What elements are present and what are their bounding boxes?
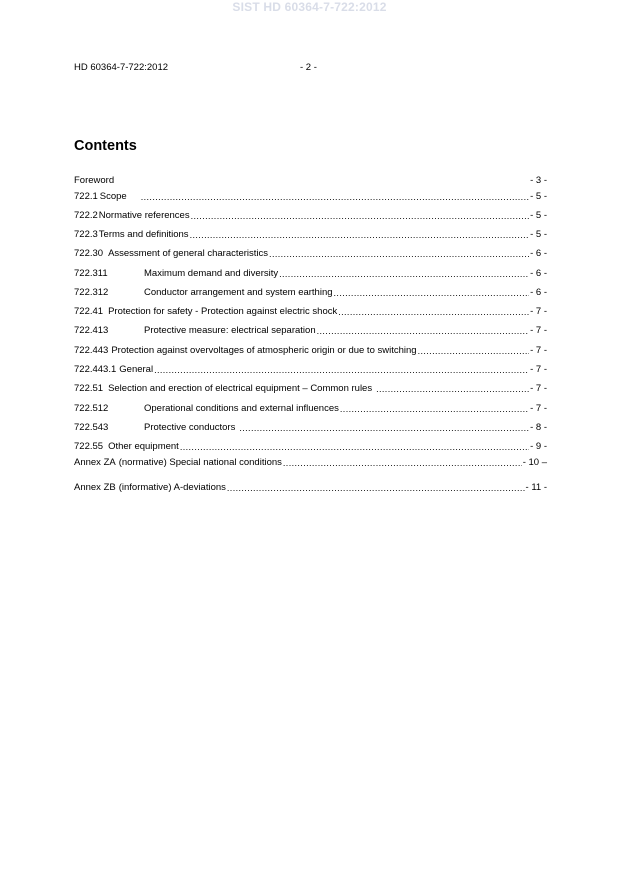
toc-leader xyxy=(154,364,529,376)
toc-entry-number: 722.30 xyxy=(74,248,104,259)
toc-leader xyxy=(317,325,530,337)
toc-entry-page: - 10 – xyxy=(522,457,547,468)
toc-entry-number: 722.512 xyxy=(74,403,109,414)
toc-entry-number: 722.311 xyxy=(74,268,108,279)
toc-leader xyxy=(227,482,525,494)
toc-entry-page: - 6 - xyxy=(530,248,547,259)
toc-entry-title: Other equipment xyxy=(108,441,179,452)
toc-entry-title: Scope xyxy=(99,191,127,202)
toc-leader xyxy=(283,457,522,469)
toc-leader xyxy=(338,306,529,318)
toc-entry-page: - 9 - xyxy=(530,441,547,452)
toc-entry-number: 722.413 xyxy=(74,325,109,336)
toc-leader xyxy=(191,210,530,222)
contents-heading: Contents xyxy=(74,138,137,154)
toc-entry-722-311[interactable] xyxy=(74,268,547,280)
toc-entry-page: - 5 - xyxy=(530,229,547,240)
page-number: - 2 - xyxy=(300,62,317,73)
toc-leader xyxy=(376,383,529,395)
toc-entry-number: 722.51 xyxy=(74,383,104,394)
toc-entry-722-41[interactable] xyxy=(74,306,547,318)
watermark: SIST HD 60364-7-722:2012 xyxy=(232,0,387,14)
toc-entry-722-312[interactable] xyxy=(74,287,547,299)
toc-entry-page: - 5 - xyxy=(530,210,547,221)
toc-entry-722-2[interactable] xyxy=(74,210,547,222)
toc-entry-722-443-1[interactable] xyxy=(74,364,547,376)
toc-entry-number: 722.2 xyxy=(74,210,98,221)
toc-entry-page: - 8 - xyxy=(530,422,547,433)
toc-entry-title: Operational conditions and external influences xyxy=(144,403,339,414)
toc-entry-page: - 5 - xyxy=(530,191,547,202)
toc-leader xyxy=(269,248,529,260)
toc-leader xyxy=(279,268,529,280)
toc-entry-722-512[interactable] xyxy=(74,403,547,415)
toc-entry-title: Maximum demand and diversity xyxy=(144,268,279,279)
toc-entry-722-1[interactable] xyxy=(74,191,547,203)
toc-entry-title: Protective conductors xyxy=(144,422,236,433)
toc-leader xyxy=(418,345,530,357)
toc-entry-number: 722.3 xyxy=(74,229,98,240)
toc-entry-number: 722.543 xyxy=(74,422,109,433)
toc-entry-number: 722.1 xyxy=(74,191,98,202)
toc-entry-title: Conductor arrangement and system earthing xyxy=(144,287,333,298)
toc-entry-page: - 6 - xyxy=(530,268,547,279)
toc-entry-722-413[interactable] xyxy=(74,325,547,337)
toc-entry-title: Selection and erection of electrical equipment – Common rules xyxy=(108,383,373,394)
toc-entry-722-51[interactable] xyxy=(74,383,547,395)
toc-entry-page: - 7 - xyxy=(530,325,547,336)
toc-leader xyxy=(190,229,530,241)
toc-entry-page: - 11 - xyxy=(525,482,547,493)
toc-entry-title: (normative) Special national conditions xyxy=(118,457,282,468)
toc-entry-number: 722.55 xyxy=(74,441,104,452)
toc-entry-page: - 6 - xyxy=(530,287,547,298)
toc-entry-number: 722.41 xyxy=(74,306,104,317)
toc-entry-title: Terms and definitions xyxy=(98,229,189,240)
toc-entry-title: Protection against overvoltages of atmospheric origin or due to switching xyxy=(111,345,417,356)
toc-leader xyxy=(239,422,529,434)
toc-entry-number: Annex ZA xyxy=(74,457,116,468)
toc-entry-title: Normative references xyxy=(98,210,190,221)
toc-entry-page: - 7 - xyxy=(530,364,547,375)
toc-entry-annex-zb[interactable] xyxy=(74,482,547,494)
toc-entry-722-3[interactable] xyxy=(74,229,547,241)
toc-entry-title: Foreword xyxy=(74,175,115,186)
toc-entry-title: Assessment of general characteristics xyxy=(108,248,269,259)
toc-entry-page: - 7 - xyxy=(530,383,547,394)
toc-entry-foreword[interactable] xyxy=(74,175,547,187)
toc-entry-title: (informative) A-deviations xyxy=(118,482,226,493)
toc-entry-722-55[interactable] xyxy=(74,441,547,453)
toc-entry-number: 722.443.1 xyxy=(74,364,117,375)
toc-leader xyxy=(180,441,529,453)
toc-entry-722-543[interactable] xyxy=(74,422,547,434)
toc-entry-page: - 3 - xyxy=(530,175,547,186)
toc-entry-page: - 7 - xyxy=(530,345,547,356)
toc-entry-annex-za[interactable] xyxy=(74,457,547,469)
toc-entry-number: Annex ZB xyxy=(74,482,116,493)
toc-entry-title: General xyxy=(119,364,154,375)
toc-entry-number: 722.312 xyxy=(74,287,109,298)
toc-leader xyxy=(334,287,530,299)
toc-entry-title: Protective measure: electrical separation xyxy=(144,325,316,336)
toc-leader xyxy=(340,403,529,415)
toc-entry-page: - 7 - xyxy=(530,306,547,317)
toc-entry-page: - 7 - xyxy=(530,403,547,414)
toc-entry-722-443[interactable] xyxy=(74,345,547,357)
toc-entry-722-30[interactable] xyxy=(74,248,547,260)
toc-leader xyxy=(141,191,529,203)
toc-entry-title: Protection for safety - Protection against electric shock xyxy=(108,306,338,317)
document-id: HD 60364-7-722:2012 xyxy=(74,62,169,73)
toc-leader xyxy=(115,175,529,187)
toc-entry-number: 722.443 xyxy=(74,345,109,356)
